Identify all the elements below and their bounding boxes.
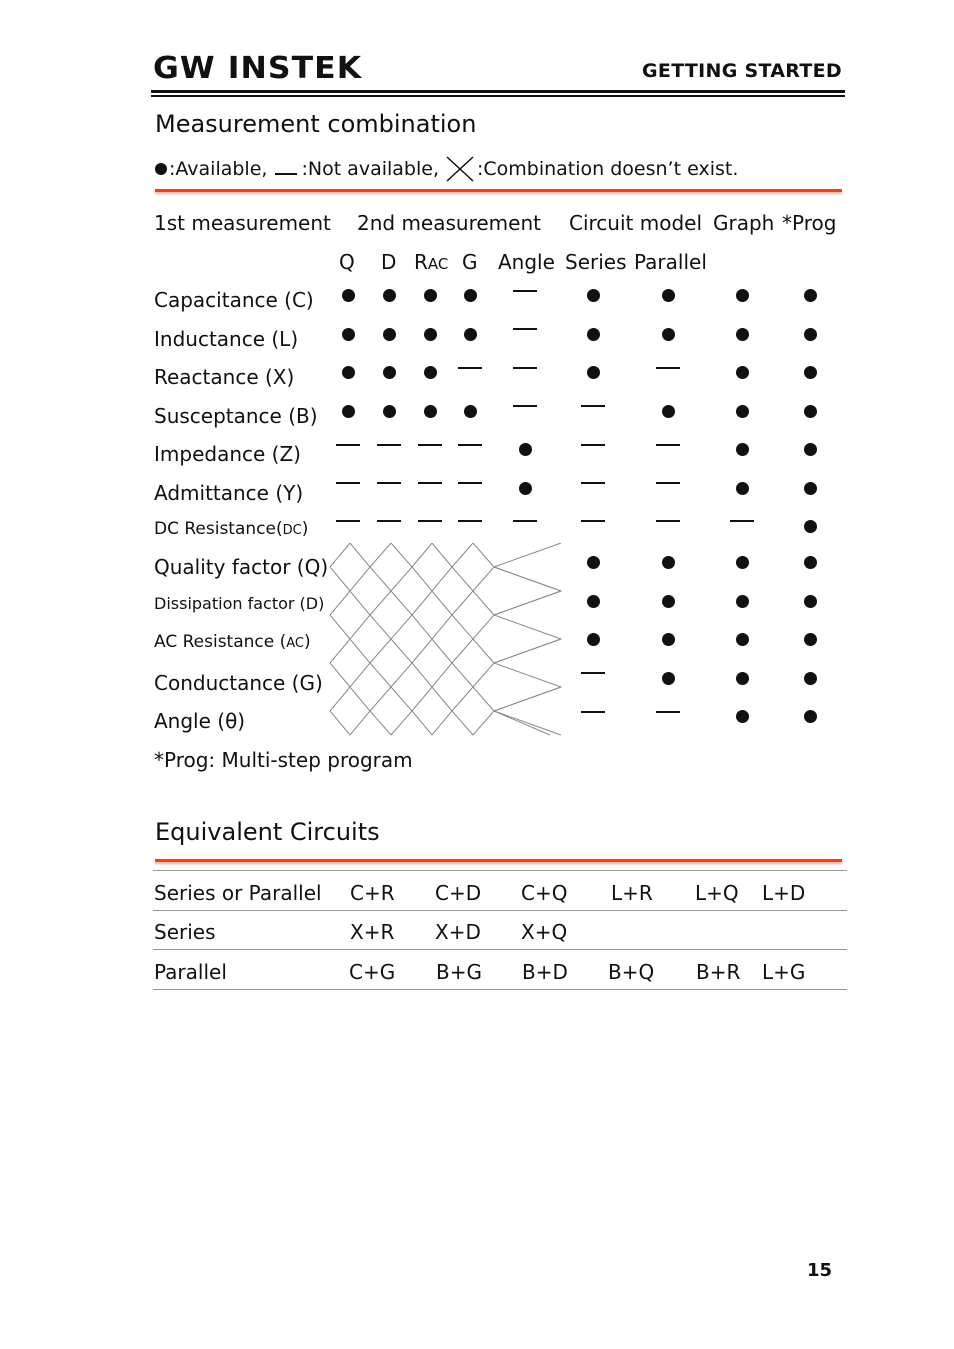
col-header-circuit: Circuit model xyxy=(569,211,703,235)
available-dot xyxy=(804,672,817,685)
available-dot xyxy=(662,595,675,608)
sub-header-series: Series xyxy=(565,250,627,274)
eq-row-label: Parallel xyxy=(154,960,227,984)
available-dot xyxy=(519,482,532,495)
not-available-dash xyxy=(581,405,605,407)
available-dot xyxy=(804,366,817,379)
brand-logo: GW INSTEK xyxy=(153,51,363,86)
eq-cell: C+R xyxy=(350,881,395,905)
not-available-dash xyxy=(581,711,605,713)
table-rule xyxy=(153,989,847,990)
available-dot xyxy=(662,328,675,341)
col-header-prog: *Prog xyxy=(782,211,837,235)
available-dot xyxy=(736,672,749,685)
available-dot xyxy=(736,482,749,495)
row-label: Impedance (Z) xyxy=(154,442,301,466)
available-dot xyxy=(804,289,817,302)
not-available-dash xyxy=(336,520,360,522)
available-dot-icon xyxy=(155,163,167,175)
available-dot xyxy=(804,595,817,608)
row-label: AC Resistance (AC) xyxy=(154,632,311,652)
not-available-dash xyxy=(418,444,442,446)
no-combination-cross-icon xyxy=(445,156,475,182)
available-dot xyxy=(383,289,396,302)
legend-available: :Available, xyxy=(169,158,268,180)
not-available-dash xyxy=(336,444,360,446)
eq-cell: L+G xyxy=(762,960,806,984)
not-available-dash-icon xyxy=(275,173,297,175)
available-dot xyxy=(383,328,396,341)
not-available-dash xyxy=(513,290,537,292)
available-dot xyxy=(519,443,532,456)
available-dot xyxy=(804,328,817,341)
not-available-dash xyxy=(513,405,537,407)
not-available-dash xyxy=(418,520,442,522)
eq-cell: B+D xyxy=(522,960,568,984)
sub-header-g: G xyxy=(462,250,478,274)
not-available-dash xyxy=(336,482,360,484)
not-available-dash xyxy=(513,520,537,522)
table-rule xyxy=(153,949,847,950)
eq-cell: C+Q xyxy=(521,881,568,905)
available-dot xyxy=(587,289,600,302)
available-dot xyxy=(804,405,817,418)
not-available-dash xyxy=(581,444,605,446)
available-dot xyxy=(804,633,817,646)
not-available-dash xyxy=(656,367,680,369)
available-dot xyxy=(464,405,477,418)
col-header-first: 1st measurement xyxy=(154,211,331,235)
not-available-dash xyxy=(656,482,680,484)
legend xyxy=(155,156,738,182)
eq-row-label: Series or Parallel xyxy=(154,881,322,905)
not-available-dash xyxy=(656,520,680,522)
available-dot xyxy=(736,405,749,418)
row-label: Quality factor (Q) xyxy=(154,555,329,579)
sub-header-rac: RAC xyxy=(414,250,449,274)
footnote: *Prog: Multi-step program xyxy=(154,748,413,772)
col-header-graph: Graph xyxy=(713,211,775,235)
available-dot xyxy=(736,289,749,302)
row-label: Dissipation factor (D) xyxy=(154,594,325,613)
sub-header-angle: Angle xyxy=(498,250,555,274)
available-dot xyxy=(424,405,437,418)
legend-no-exist: :Combination doesn’t exist. xyxy=(476,158,739,180)
row-label: Susceptance (B) xyxy=(154,404,318,428)
not-available-dash xyxy=(581,482,605,484)
available-dot xyxy=(736,556,749,569)
row-label: Inductance (L) xyxy=(154,327,299,351)
legend-not-available: :Not available, xyxy=(301,158,439,180)
not-available-dash xyxy=(458,520,482,522)
available-dot xyxy=(804,710,817,723)
eq-cell: B+G xyxy=(436,960,482,984)
not-available-dash xyxy=(656,444,680,446)
available-dot xyxy=(736,366,749,379)
available-dot xyxy=(587,633,600,646)
available-dot xyxy=(662,633,675,646)
sub-header-q: Q xyxy=(339,250,355,274)
available-dot xyxy=(662,289,675,302)
available-dot xyxy=(464,328,477,341)
header-rule-thin xyxy=(151,95,845,97)
available-dot xyxy=(662,405,675,418)
not-available-dash xyxy=(513,328,537,330)
available-dot xyxy=(736,443,749,456)
table-rule xyxy=(153,870,847,871)
not-available-dash xyxy=(513,367,537,369)
table-rule xyxy=(153,910,847,911)
available-dot xyxy=(736,633,749,646)
not-available-dash xyxy=(377,482,401,484)
eq-cell: L+R xyxy=(611,881,653,905)
eq-cell: L+Q xyxy=(695,881,739,905)
available-dot xyxy=(736,328,749,341)
accent-rule xyxy=(155,189,842,192)
sub-header-d: D xyxy=(381,250,397,274)
row-label: Angle (θ) xyxy=(154,709,246,733)
not-available-dash xyxy=(581,672,605,674)
not-available-dash xyxy=(458,482,482,484)
available-dot xyxy=(383,366,396,379)
header-rule xyxy=(151,90,845,93)
row-label: Conductance (G) xyxy=(154,671,323,695)
accent-rule xyxy=(155,859,842,862)
equivalent-heading: Equivalent Circuits xyxy=(155,818,380,846)
eq-cell: C+D xyxy=(435,881,482,905)
available-dot xyxy=(736,595,749,608)
available-dot xyxy=(342,289,355,302)
available-dot xyxy=(804,556,817,569)
available-dot xyxy=(587,366,600,379)
available-dot xyxy=(587,328,600,341)
available-dot xyxy=(342,328,355,341)
not-available-dash xyxy=(458,367,482,369)
available-dot xyxy=(736,710,749,723)
available-dot xyxy=(464,289,477,302)
not-available-dash xyxy=(730,520,754,522)
available-dot xyxy=(662,672,675,685)
eq-cell: X+D xyxy=(435,920,481,944)
available-dot xyxy=(342,366,355,379)
eq-cell: B+R xyxy=(696,960,741,984)
available-dot xyxy=(804,482,817,495)
available-dot xyxy=(424,289,437,302)
available-dot xyxy=(804,443,817,456)
not-available-dash xyxy=(377,444,401,446)
sub-header-parallel: Parallel xyxy=(634,250,707,274)
row-label: DC Resistance(DC) xyxy=(154,519,309,539)
not-available-dash xyxy=(458,444,482,446)
no-combination-crosshatch xyxy=(330,543,562,739)
available-dot xyxy=(424,366,437,379)
row-label: Capacitance (C) xyxy=(154,288,314,312)
eq-cell: L+D xyxy=(762,881,806,905)
eq-cell: B+Q xyxy=(608,960,655,984)
available-dot xyxy=(662,556,675,569)
col-header-second: 2nd measurement xyxy=(357,211,541,235)
not-available-dash xyxy=(581,520,605,522)
eq-cell: C+G xyxy=(349,960,396,984)
measurement-heading: Measurement combination xyxy=(155,110,477,138)
available-dot xyxy=(587,556,600,569)
eq-cell: X+R xyxy=(350,920,395,944)
eq-cell: X+Q xyxy=(521,920,568,944)
available-dot xyxy=(383,405,396,418)
available-dot xyxy=(587,595,600,608)
available-dot xyxy=(342,405,355,418)
row-label: Reactance (X) xyxy=(154,365,295,389)
available-dot xyxy=(804,520,817,533)
not-available-dash xyxy=(656,711,680,713)
section-title: GETTING STARTED xyxy=(642,60,842,82)
not-available-dash xyxy=(377,520,401,522)
eq-row-label: Series xyxy=(154,920,216,944)
page-number: 15 xyxy=(806,1260,832,1281)
available-dot xyxy=(424,328,437,341)
not-available-dash xyxy=(418,482,442,484)
row-label: Admittance (Y) xyxy=(154,481,304,505)
